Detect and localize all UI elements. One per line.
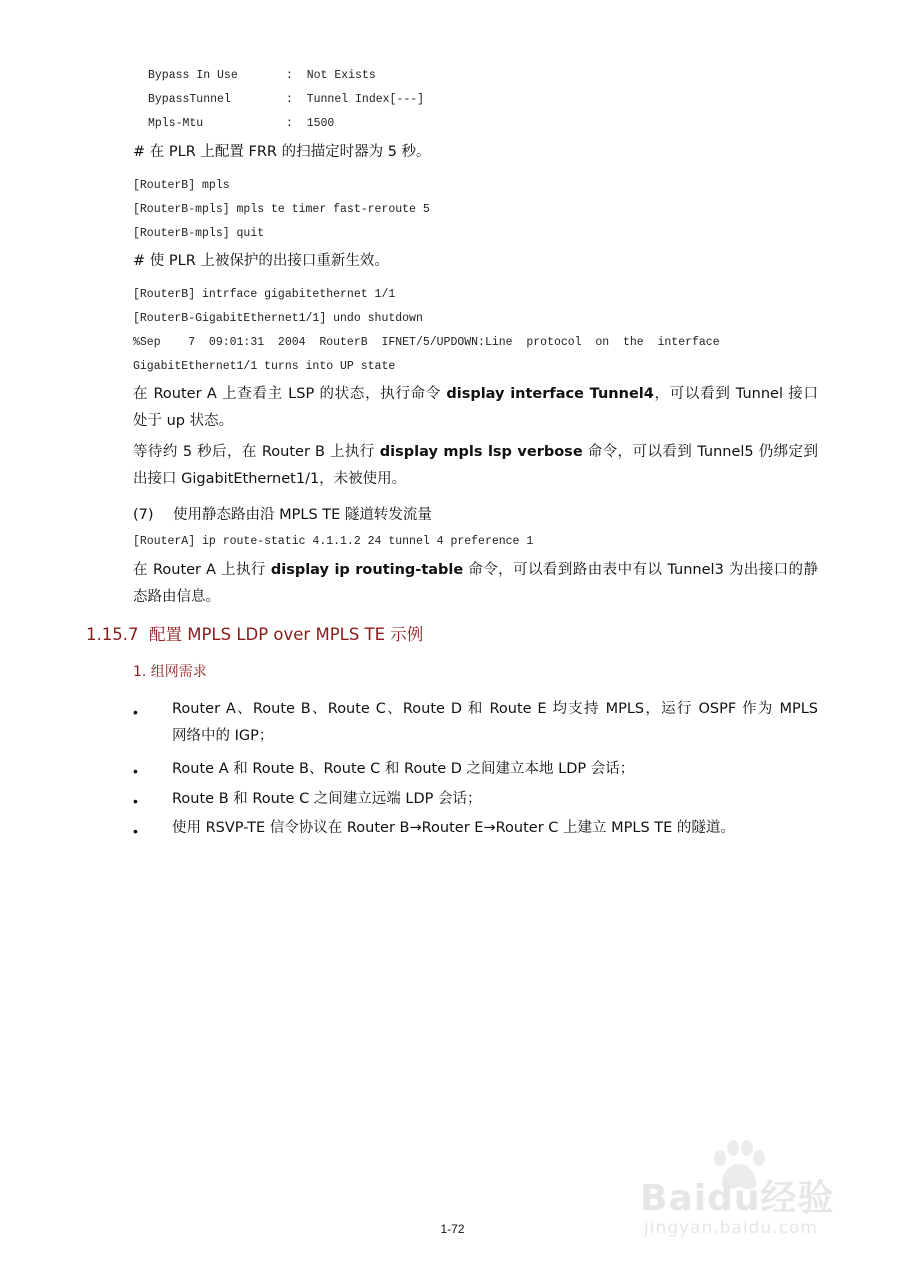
code-line: Mpls-Mtu : 1500 bbox=[148, 117, 335, 130]
code-line: [RouterA] ip route-static 4.1.1.2 24 tunnel 4 preference 1 bbox=[133, 535, 534, 548]
code-line: %Sep 7 09:01:31 2004 RouterB IFNET/5/UPDOWN:Line protocol on the interface bbox=[133, 336, 720, 349]
list-item: 使用 RSVP-TE 信令协议在 Router B→Router E→Router C 上建立 MPLS TE 的隧道。 bbox=[172, 820, 735, 836]
section-title: 配置 MPLS LDP over MPLS TE 示例 bbox=[148, 625, 424, 644]
code-line: [RouterB-mpls] mpls te timer fast-reroute 5 bbox=[133, 203, 430, 216]
code-line: [RouterB] mpls bbox=[133, 179, 230, 192]
paragraph-line: 态路由信息。 bbox=[133, 589, 220, 605]
watermark-url: jingyan.baidu.com bbox=[644, 1218, 818, 1238]
list-item-text: Router A、Route B、Route C、Route D 和 Route E 均支持 MPLS，运行 OSPF 作为 MPLS bbox=[172, 701, 818, 717]
text-span: 等待约 5 秒后，在 Router B 上执行 bbox=[133, 444, 380, 460]
list-item-text: 网络中的 IGP； bbox=[172, 728, 274, 744]
paragraph bbox=[133, 557, 818, 611]
list-item: Route A 和 Route B、Route C 和 Route D 之间建立本地 LDP 会话； bbox=[172, 761, 635, 777]
text-span: 命令，可以看到 Tunnel5 仍绑定到 bbox=[582, 444, 818, 460]
code-line: Bypass In Use : Not Exists bbox=[148, 69, 376, 82]
command-text: display ip routing-table bbox=[270, 562, 464, 578]
code-line: [RouterB] intrface gigabitethernet 1/1 bbox=[133, 288, 396, 301]
page-number: 1-72 bbox=[440, 1222, 465, 1236]
text-span: ，可以看到 Tunnel 接口 bbox=[653, 386, 818, 402]
paragraph-line: 出接口 GigabitEthernet1/1，未被使用。 bbox=[133, 471, 407, 487]
section-heading bbox=[86, 624, 423, 646]
bullet-icon: • bbox=[133, 704, 138, 720]
section-number: 1.15.7 bbox=[86, 625, 139, 644]
subsection-heading: 1. 组网需求 bbox=[133, 664, 207, 680]
paragraph bbox=[133, 381, 818, 435]
bullet-icon: • bbox=[133, 763, 138, 779]
watermark-logo-text: Baidu经验 bbox=[640, 1178, 835, 1219]
comment-text: # 在 PLR 上配置 FRR 的扫描定时器为 5 秒。 bbox=[133, 144, 431, 160]
bullet-icon: • bbox=[133, 793, 138, 809]
paragraph-line bbox=[133, 557, 818, 584]
step-text: 使用静态路由沿 MPLS TE 隧道转发流量 bbox=[173, 507, 432, 523]
paragraph-line: 处于 up 状态。 bbox=[133, 413, 234, 429]
paragraph bbox=[133, 439, 818, 493]
text-span: 在 Router A 上查看主 LSP 的状态，执行命令 bbox=[133, 386, 447, 402]
paragraph-line bbox=[133, 381, 818, 408]
code-line: [RouterB-mpls] quit bbox=[133, 227, 265, 240]
text-span: 在 Router A 上执行 bbox=[133, 562, 271, 578]
command-text: display interface Tunnel4 bbox=[446, 386, 654, 402]
code-line: [RouterB-GigabitEthernet1/1] undo shutdown bbox=[133, 312, 423, 325]
list-item bbox=[172, 696, 818, 750]
paragraph-line bbox=[133, 439, 818, 466]
code-line: BypassTunnel : Tunnel Index[---] bbox=[148, 93, 425, 106]
comment-text: # 使 PLR 上被保护的出接口重新生效。 bbox=[133, 253, 389, 269]
code-line: GigabitEthernet1/1 turns into UP state bbox=[133, 360, 396, 373]
bullet-icon: • bbox=[133, 823, 138, 839]
list-item: Route B 和 Route C 之间建立远端 LDP 会话； bbox=[172, 791, 482, 807]
step-number: (7) bbox=[133, 507, 154, 523]
text-span: 命令，可以看到路由表中有以 Tunnel3 为出接口的静 bbox=[463, 562, 818, 578]
command-text: display mpls lsp verbose bbox=[379, 444, 583, 460]
